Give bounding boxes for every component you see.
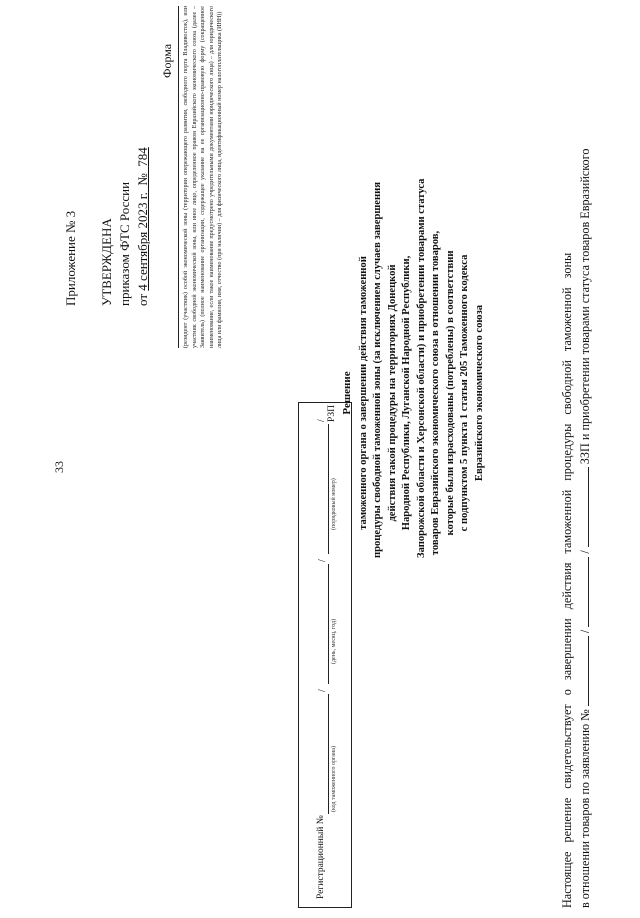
- decision-line: которые были израсходованы (потреблены) в соответствии: [444, 250, 456, 536]
- applicant-line: [178, 6, 179, 348]
- approval-date: 4 сентября 2023 г.: [135, 192, 150, 291]
- application-date-field: [578, 557, 589, 627]
- page-number: 33: [52, 461, 66, 473]
- decision-line: процедуры свободной таможенной зоны (за исключением случаев завершения: [372, 182, 383, 558]
- date-field: [328, 564, 329, 684]
- serial-number-field: [328, 424, 329, 554]
- separator-slash: /: [317, 689, 328, 692]
- decision-line: Запорожской области и Херсонской области) и приобретении товарами статуса: [415, 178, 427, 558]
- decision-heading: [340, 178, 487, 558]
- decision-line: действия такой процедуры на территориях Донецкой: [386, 264, 398, 522]
- application-number-field: [578, 467, 589, 547]
- separator-slash: /: [578, 550, 592, 554]
- customs-code-field: [328, 694, 329, 814]
- applicant-note: (резидент (участник) особой экономической зоны (территории опережающего развития, свободного порта Владивосток), или участник свободной экономической зоны, или иное лицо, определенное правом Евразийского экономического союза (далее – Заявитель) (полное наименование организации, содержащее указание на ее организационно-правовую форму (сокращенное наименование, если такое наименование предусмотрено учредительными документами юридического лица) – для юридического лица или фамилия, имя, отчество (при наличии) – для физического лица, идентификационный номер налогоплательщика (ИНН)): [183, 6, 224, 348]
- serial-number-caption: (порядковый номер): [331, 478, 337, 530]
- body-text-line: [578, 3, 593, 908]
- appendix-label: Приложение № 3: [63, 210, 78, 306]
- date-caption: (день, месяц, год): [331, 618, 337, 664]
- separator-slash: /: [317, 559, 328, 562]
- decision-line: с подпунктом 5 пункта 1 статьи 205 Таможенного кодекса: [459, 254, 470, 532]
- decision-line: Евразийского экономического союза: [473, 304, 485, 482]
- decision-title: Решение: [341, 371, 353, 415]
- application-code-field: [578, 636, 589, 706]
- body-text-prefix: в отношении товаров по заявлению №: [578, 709, 592, 908]
- approval-number-sign: №: [135, 166, 150, 193]
- decision-line: Народной Республики, Луганской Народной Республики,: [401, 255, 412, 531]
- approved-by: приказом ФТС России: [117, 181, 132, 306]
- approved-label: УТВЕРЖДЕНА: [99, 218, 114, 306]
- approval-date-prefix: от: [135, 290, 150, 306]
- customs-code-caption: (код таможенного органа): [331, 746, 337, 812]
- approval-block: [62, 6, 152, 306]
- separator-slash: /: [578, 629, 592, 634]
- approval-date-line: [134, 6, 152, 306]
- registration-suffix: /РЗП: [317, 404, 337, 422]
- registration-label: Регистрационный №: [316, 815, 326, 899]
- form-label: Форма: [160, 43, 174, 78]
- body-text-suffix: ЗЗП и приобретении товарами статуса товаров Евразийского: [578, 148, 592, 465]
- decision-line: товаров Евразийского экономического союза в отношении товаров,: [430, 230, 441, 556]
- approval-number: 784: [135, 147, 150, 167]
- body-text-line: Настоящее решение свидетельствует о завершении действия таможенной процедуры свободной таможенной зоны: [560, 252, 574, 908]
- decision-line: таможенного органа о завершении действия таможенной: [357, 256, 369, 530]
